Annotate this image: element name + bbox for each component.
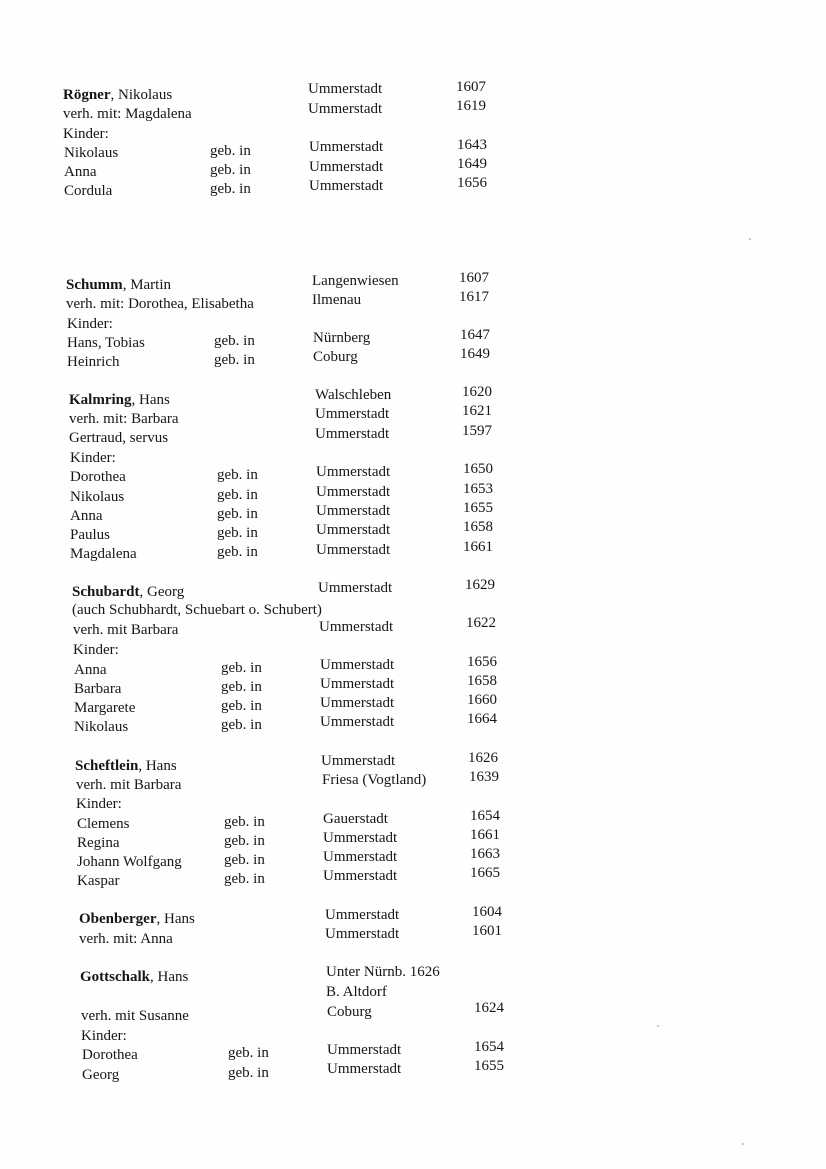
head-place: Ummerstadt bbox=[325, 907, 400, 923]
born-in-label: geb. in bbox=[217, 467, 258, 483]
child-name: Clemens bbox=[77, 816, 130, 832]
child-place: Ummerstadt bbox=[320, 657, 395, 673]
child-name: Georg bbox=[82, 1067, 120, 1083]
child-name: Anna bbox=[70, 508, 103, 524]
children-heading: Kinder: bbox=[81, 1028, 127, 1044]
born-in-label: geb. in bbox=[217, 487, 258, 503]
given-name: , Hans bbox=[156, 911, 195, 927]
spouse-label: verh. mit: Dorothea, Elisabetha bbox=[66, 296, 254, 312]
child-name: Dorothea bbox=[70, 469, 126, 485]
spouse-year: 1621 bbox=[462, 403, 492, 419]
child-place: Ummerstadt bbox=[309, 139, 384, 155]
spouse-place: Ummerstadt bbox=[308, 101, 383, 117]
spouse-year: 1622 bbox=[466, 615, 496, 631]
head-place: Langenwiesen bbox=[312, 273, 399, 289]
child-year: 1660 bbox=[467, 692, 497, 708]
spouse-year: 1619 bbox=[456, 98, 486, 114]
child-place: Ummerstadt bbox=[323, 830, 398, 846]
spouse-year: 1617 bbox=[459, 289, 489, 305]
child-year: 1661 bbox=[470, 827, 500, 843]
spouse-label: verh. mit: Anna bbox=[79, 931, 173, 947]
child-year: 1649 bbox=[457, 156, 487, 172]
child-place: Ummerstadt bbox=[320, 695, 395, 711]
head-year: 1607 bbox=[456, 79, 486, 95]
child-name: Nikolaus bbox=[70, 489, 125, 505]
child-place: Ummerstadt bbox=[320, 714, 395, 730]
born-in-label: geb. in bbox=[217, 506, 258, 522]
child-name: Anna bbox=[64, 164, 97, 180]
child-name: Heinrich bbox=[67, 354, 120, 370]
child-name: Hans, Tobias bbox=[67, 335, 145, 351]
head-place: Walschleben bbox=[315, 387, 392, 403]
child-place: Coburg bbox=[313, 349, 358, 365]
child-name: Barbara bbox=[74, 681, 122, 697]
child-place: Ummerstadt bbox=[323, 849, 398, 865]
child-year: 1656 bbox=[467, 654, 497, 670]
second-spouse-place: Ummerstadt bbox=[315, 426, 390, 442]
child-place: Ummerstadt bbox=[309, 178, 384, 194]
child-year: 1658 bbox=[467, 673, 497, 689]
child-place: Ummerstadt bbox=[323, 868, 398, 884]
spouse-place: Friesa (Vogtland) bbox=[322, 772, 427, 788]
born-in-label: geb. in bbox=[210, 162, 251, 178]
child-year: 1656 bbox=[457, 175, 487, 191]
born-in-label: geb. in bbox=[214, 333, 255, 349]
head-place: Ummerstadt bbox=[308, 81, 383, 97]
child-place: Nürnberg bbox=[313, 330, 371, 346]
child-name: Magdalena bbox=[70, 546, 137, 562]
given-name: , Hans bbox=[131, 392, 170, 408]
children-heading: Kinder: bbox=[67, 316, 113, 332]
born-in-label: geb. in bbox=[217, 544, 258, 560]
born-in-label: geb. in bbox=[224, 833, 265, 849]
family-head-name bbox=[80, 969, 188, 986]
alternate-spellings: (auch Schubhardt, Schuebart o. Schubert) bbox=[72, 602, 322, 618]
child-name: Paulus bbox=[70, 527, 111, 543]
family-head-name bbox=[63, 87, 172, 104]
born-in-label: geb. in bbox=[224, 814, 265, 830]
born-in-label: geb. in bbox=[221, 717, 262, 733]
child-year: 1665 bbox=[470, 865, 500, 881]
child-place: Ummerstadt bbox=[316, 503, 391, 519]
spouse-place: Ummerstadt bbox=[319, 619, 394, 635]
child-place: Gauerstadt bbox=[323, 811, 388, 827]
spouse-place: Ummerstadt bbox=[315, 406, 390, 422]
born-in-label: geb. in bbox=[224, 852, 265, 868]
scan-speck bbox=[749, 238, 751, 240]
children-heading: Kinder: bbox=[63, 126, 109, 142]
head-place: Ummerstadt bbox=[321, 753, 396, 769]
child-place: Ummerstadt bbox=[309, 159, 384, 175]
child-place: Ummerstadt bbox=[316, 484, 391, 500]
second-spouse-label: Gertraud, servus bbox=[69, 430, 169, 446]
children-heading: Kinder: bbox=[73, 642, 119, 658]
born-in-label: geb. in bbox=[221, 698, 262, 714]
child-year: 1643 bbox=[457, 137, 487, 153]
spouse-label: verh. mit Barbara bbox=[73, 622, 179, 638]
child-year: 1661 bbox=[463, 539, 493, 555]
child-name: Cordula bbox=[64, 183, 113, 199]
child-year: 1647 bbox=[460, 327, 490, 343]
child-year: 1653 bbox=[463, 481, 493, 497]
spouse-year: 1601 bbox=[472, 923, 502, 939]
child-year: 1663 bbox=[470, 846, 500, 862]
spouse-year: 1639 bbox=[469, 769, 499, 785]
given-name: , Nikolaus bbox=[110, 87, 173, 103]
child-place: Ummerstadt bbox=[316, 464, 391, 480]
child-place: Ummerstadt bbox=[327, 1042, 402, 1058]
child-name: Regina bbox=[77, 835, 120, 851]
spouse-label: verh. mit Barbara bbox=[76, 777, 182, 793]
born-in-label: geb. in bbox=[228, 1045, 269, 1061]
child-name: Margarete bbox=[74, 700, 136, 716]
child-year: 1655 bbox=[474, 1058, 504, 1074]
children-heading: Kinder: bbox=[70, 450, 116, 466]
child-year: 1655 bbox=[463, 500, 493, 516]
child-place: Ummerstadt bbox=[316, 542, 391, 558]
child-place: Ummerstadt bbox=[316, 522, 391, 538]
child-year: 1664 bbox=[467, 711, 497, 727]
surname: Scheftlein bbox=[75, 758, 139, 774]
spouse-label: verh. mit: Magdalena bbox=[63, 106, 192, 122]
spouse-label: verh. mit Susanne bbox=[81, 1008, 189, 1024]
surname: Obenberger bbox=[79, 911, 157, 927]
child-name: Dorothea bbox=[82, 1047, 138, 1063]
spouse-place: Ummerstadt bbox=[325, 926, 400, 942]
spouse-label: verh. mit: Barbara bbox=[69, 411, 179, 427]
child-name: Nikolaus bbox=[74, 719, 129, 735]
surname: Schubardt bbox=[72, 584, 140, 600]
head-year: 1604 bbox=[472, 904, 502, 920]
family-head-name bbox=[79, 911, 195, 928]
child-name: Nikolaus bbox=[64, 145, 119, 161]
given-name: , Hans bbox=[150, 969, 189, 985]
spouse-place: Coburg bbox=[327, 1004, 372, 1020]
given-name: , Hans bbox=[138, 758, 177, 774]
head-year: 1629 bbox=[465, 577, 495, 593]
born-in-label: geb. in bbox=[210, 181, 251, 197]
surname: Kalmring bbox=[69, 392, 132, 408]
spouse-year: 1624 bbox=[474, 1000, 504, 1016]
born-in-label: geb. in bbox=[224, 871, 265, 887]
child-year: 1654 bbox=[474, 1039, 504, 1055]
born-in-label: geb. in bbox=[221, 660, 262, 676]
head-year: 1607 bbox=[459, 270, 489, 286]
born-in-label: geb. in bbox=[217, 525, 258, 541]
given-name: , Georg bbox=[139, 584, 185, 600]
family-head-name bbox=[66, 277, 171, 294]
child-name: Kaspar bbox=[77, 873, 120, 889]
head-place: Unter Nürnb. 1626 bbox=[326, 964, 440, 980]
born-in-label: geb. in bbox=[228, 1065, 269, 1081]
child-place: Ummerstadt bbox=[327, 1061, 402, 1077]
surname: Schumm bbox=[66, 277, 123, 293]
given-name: , Martin bbox=[122, 277, 172, 293]
child-year: 1650 bbox=[463, 461, 493, 477]
born-in-label: geb. in bbox=[210, 143, 251, 159]
family-head-name bbox=[75, 758, 177, 775]
born-in-label: geb. in bbox=[221, 679, 262, 695]
child-place: Ummerstadt bbox=[320, 676, 395, 692]
family-head-name bbox=[72, 584, 184, 601]
head-place: Ummerstadt bbox=[318, 580, 393, 596]
head-place-continuation: B. Altdorf bbox=[326, 984, 387, 1000]
child-year: 1658 bbox=[463, 519, 493, 535]
head-year: 1626 bbox=[468, 750, 498, 766]
spouse-place: Ilmenau bbox=[312, 292, 362, 308]
child-year: 1654 bbox=[470, 808, 500, 824]
head-year: 1620 bbox=[462, 384, 492, 400]
born-in-label: geb. in bbox=[214, 352, 255, 368]
surname: Gottschalk bbox=[80, 969, 151, 985]
surname: Rögner bbox=[63, 87, 111, 103]
children-heading: Kinder: bbox=[76, 796, 122, 812]
child-year: 1649 bbox=[460, 346, 490, 362]
scan-speck bbox=[742, 1143, 744, 1145]
second-spouse-year: 1597 bbox=[462, 423, 492, 439]
child-name: Anna bbox=[74, 662, 107, 678]
scan-speck bbox=[657, 1025, 659, 1027]
child-name: Johann Wolfgang bbox=[77, 854, 182, 870]
family-head-name bbox=[69, 392, 170, 409]
